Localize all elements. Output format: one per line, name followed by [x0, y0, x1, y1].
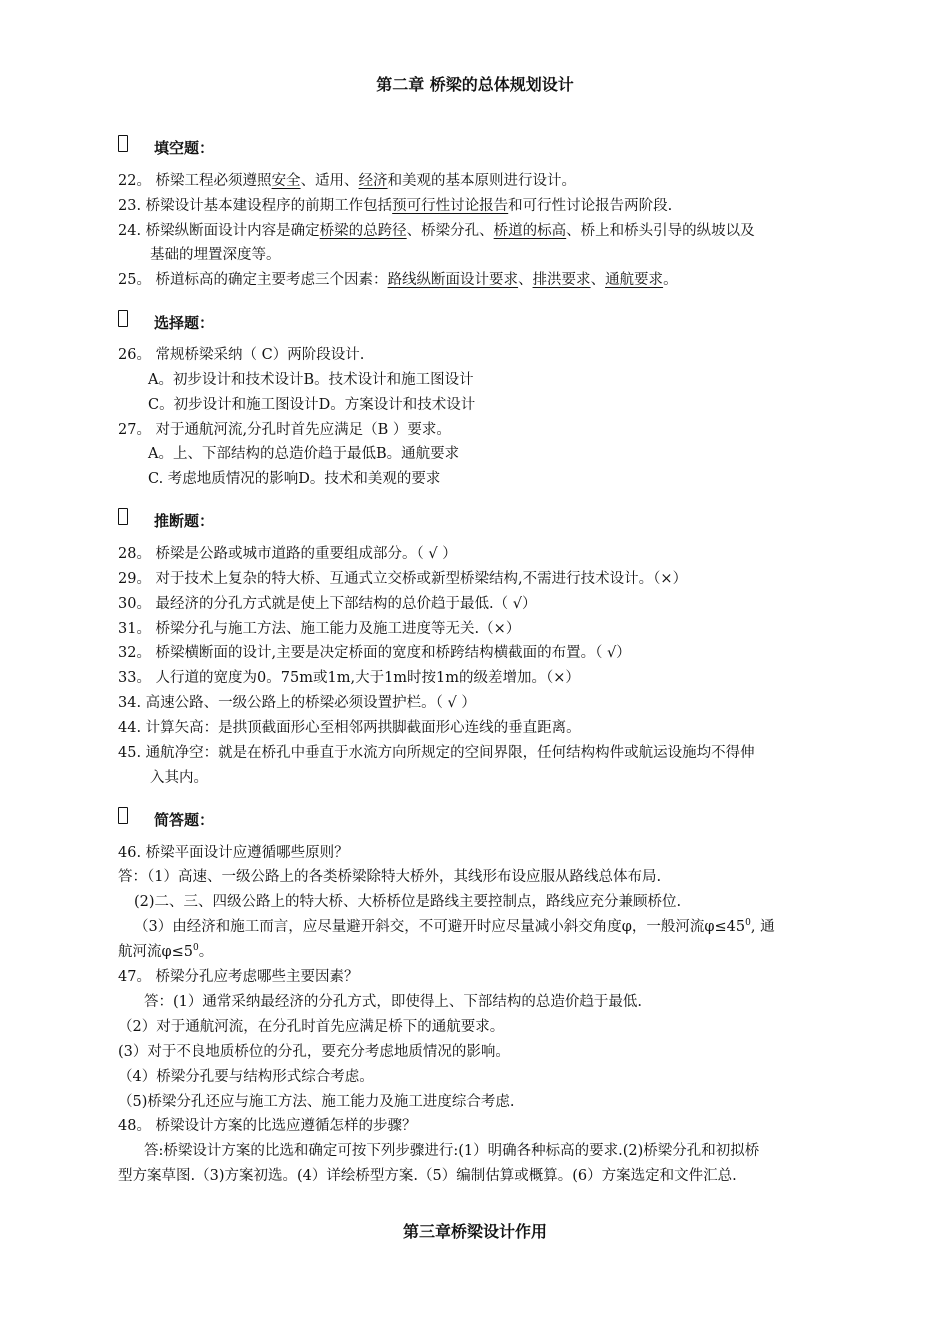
- judge-item: 44. 计算矢高：是拱顶截面形心至相邻两拱脚截面形心连线的垂直距离。: [118, 720, 581, 736]
- answer-47-line-2: （2）对于通航河流，在分孔时首先应满足桥下的通航要求。: [118, 1019, 505, 1035]
- document-page: 第二章 桥梁的总体规划设计 填空题： 22。 桥梁工程必须遵照安全、适用、经济和美观的基本原则进行设计。 23. 桥梁设计基本建设程序的前期工作包括预可行性讨论报告和可行性讨论报告两阶段. 24. 桥梁纵断面设计内容是确定桥梁的总跨径、桥梁分孔、桥道的标高、桥上和桥头引导的纵坡以及 基础的埋置深度等。 25。 桥道标高的确定主要考虑三个因素：路线纵断面设计要求、排洪要求、通航要求。 选择题： 26。 常规桥梁采纳（ C）两阶段设计. A。初步设计和技术设计B。技术设计和施工图设计 C。初步设计和施工图设计D。方案设计和技术设计 27。 对于通航河流,分孔时首先应满足（B ）要求。 A。上、下部结构的总造价趋于最低B。通航要求 C. 考虑地质情况的影响D。技术和美观的要求 推断题： 28。 桥梁是公路或城市道路的重要组成部分。（ √ ） 29。 对于技术上复杂的特大桥、互通式立交桥或新型桥梁结构,不需进行技术设计。（×） 30。 最经济的分孔方式就是使上下部结构的总价趋于最低.（ √） 31。 桥梁分孔与施工方法、施工能力及施工进度等无关.（×） 32。 桥梁横断面的设计,主要是决定桥面的宽度和桥跨结构横截面的布置。（ √） 33。 人行道的宽度为0。75m或1m,大于1m时按1m的级差增加。（×） 34. 高速公路、一级公路上的桥梁必须设置护栏。（ √ ） 44. 计算矢高：是拱顶截面形心至相邻两拱脚截面形心连线的垂直距离。 45. 通航净空：就是在桥孔中垂直于水流方向所规定的空间界限，任何结构构件或航运设施均不得伸 入其内。 简答题： 46. 桥梁平面设计应遵循哪些原则？ 答：（1）高速、一级公路上的各类桥梁除特大桥外，其线形布设应服从路线总体布局. (2)二、三、四级公路上的特大桥、大桥桥位是路线主要控制点，路线应充分兼顾桥位. （3）由经济和施工而言，应尽量避开斜交，不可避开时应尽量减小斜交角度φ，一般河流$\varphi\le 45^0$, 通 航河流$\varphi\le 5^0$。 47。 桥梁分孔应考虑哪些主要因素？ 答：(1）通常采纳最经济的分孔方式，即使得上、下部结构的总造价趋于最低. （2）对于通航河流，在分孔时首先应满足桥下的通航要求。 (3）对于不良地质桥位的分孔，要充分考虑地质情况的影响。 （4）桥梁分孔要与结构形式综合考虑。 （5)桥梁分孔还应与施工方法、施工能力及施工进度综合考虑. 48。 桥梁设计方案的比选应遵循怎样的步骤？ 答:桥梁设计方案的比选和确定可按下列步骤进行:(1）明确各种标高的要求.(2)桥梁分孔和初拟桥 型方案草图.（3)方案初选。(4）详绘桥型方案.（5）编制估算或概算。(6）方案选定和文件汇总. 第三章桥梁设计作用: [0, 0, 950, 1344]
- checkbox-icon: [118, 310, 128, 327]
- question-27: 27。 对于通航河流,分孔时首先应满足（B ）要求。: [118, 422, 451, 438]
- answer-46-line-3: （3）由经济和施工而言，应尽量避开斜交，不可避开时应尽量减小斜交角度φ，一般河流$\varphi\le 45^0$, 通: [134, 918, 775, 935]
- answer-48-line-1: 答:桥梁设计方案的比选和确定可按下列步骤进行:(1）明确各种标高的要求.(2)桥梁分孔和初拟桥: [144, 1143, 760, 1159]
- question-26-options-ab: A。初步设计和技术设计B。技术设计和施工图设计: [148, 372, 474, 388]
- judge-item: 29。 对于技术上复杂的特大桥、互通式立交桥或新型桥梁结构,不需进行技术设计。（×）: [118, 571, 688, 587]
- answer-48-line-2: 型方案草图.（3)方案初选。(4）详绘桥型方案.（5）编制估算或概算。(6）方案选定和文件汇总.: [118, 1168, 737, 1184]
- answer-47-line-3: (3）对于不良地质桥位的分孔，要充分考虑地质情况的影响。: [118, 1044, 510, 1060]
- judge-item: 28。 桥梁是公路或城市道路的重要组成部分。（ √ ）: [118, 546, 457, 562]
- judge-item: 31。 桥梁分孔与施工方法、施工能力及施工进度等无关.（×）: [118, 621, 521, 637]
- judge-item: 34. 高速公路、一级公路上的桥梁必须设置护栏。（ √ ）: [118, 695, 476, 711]
- question-48: 48。 桥梁设计方案的比选应遵循怎样的步骤？: [118, 1118, 417, 1134]
- question-23: 23. 桥梁设计基本建设程序的前期工作包括预可行性讨论报告和可行性讨论报告两阶段.: [118, 198, 673, 214]
- checkbox-icon: [118, 508, 128, 525]
- answer-46-line-1: 答：（1）高速、一级公路上的各类桥梁除特大桥外，其线形布设应服从路线总体布局.: [118, 869, 662, 885]
- judge-item: 33。 人行道的宽度为0。75m或1m,大于1m时按1m的级差增加。（×）: [118, 670, 580, 686]
- question-27-options-cd: C. 考虑地质情况的影响D。技术和美观的要求: [148, 471, 441, 487]
- question-24-line-2: 基础的埋置深度等。: [150, 247, 281, 263]
- question-46: 46. 桥梁平面设计应遵循哪些原则？: [118, 845, 349, 861]
- judge-item: 30。 最经济的分孔方式就是使上下部结构的总价趋于最低.（ √）: [118, 596, 537, 612]
- question-22: 22。 桥梁工程必须遵照安全、适用、经济和美观的基本原则进行设计。: [118, 173, 577, 189]
- question-27-options-ab: A。上、下部结构的总造价趋于最低B。通航要求: [148, 446, 460, 462]
- question-26-options-cd: C。初步设计和施工图设计D。方案设计和技术设计: [148, 397, 476, 413]
- chapter-3-title: 第三章桥梁设计作用: [402, 1222, 547, 1241]
- question-47: 47。 桥梁分孔应考虑哪些主要因素？: [118, 969, 359, 985]
- answer-46-line-4: 航河流$\varphi\le 5^0$。: [118, 943, 214, 960]
- answer-47-line-5: （5)桥梁分孔还应与施工方法、施工能力及施工进度综合考虑.: [118, 1094, 515, 1110]
- question-25: 25。 桥道标高的确定主要考虑三个因素：路线纵断面设计要求、排洪要求、通航要求。: [118, 272, 678, 288]
- judge-item-line-2: 入其内。: [150, 770, 208, 786]
- checkbox-icon: [118, 807, 128, 824]
- question-24: 24. 桥梁纵断面设计内容是确定桥梁的总跨径、桥梁分孔、桥道的标高、桥上和桥头引导的纵坡以及: [118, 223, 755, 239]
- answer-47-line-4: （4）桥梁分孔要与结构形式综合考虑。: [118, 1069, 374, 1085]
- answer-47-line-1: 答：(1）通常采纳最经济的分孔方式，即使得上、下部结构的总造价趋于最低.: [144, 994, 642, 1010]
- judge-item: 45. 通航净空：就是在桥孔中垂直于水流方向所规定的空间界限，任何结构构件或航运设施均不得伸: [118, 745, 755, 761]
- checkbox-icon: [118, 135, 128, 152]
- chapter-2-title: 第二章 桥梁的总体规划设计: [376, 75, 574, 94]
- question-26: 26。 常规桥梁采纳（ C）两阶段设计.: [118, 347, 365, 363]
- judge-item: 32。 桥梁横断面的设计,主要是决定桥面的宽度和桥跨结构横截面的布置。（ √）: [118, 645, 631, 661]
- answer-46-line-2: (2)二、三、四级公路上的特大桥、大桥桥位是路线主要控制点，路线应充分兼顾桥位.: [134, 894, 682, 910]
